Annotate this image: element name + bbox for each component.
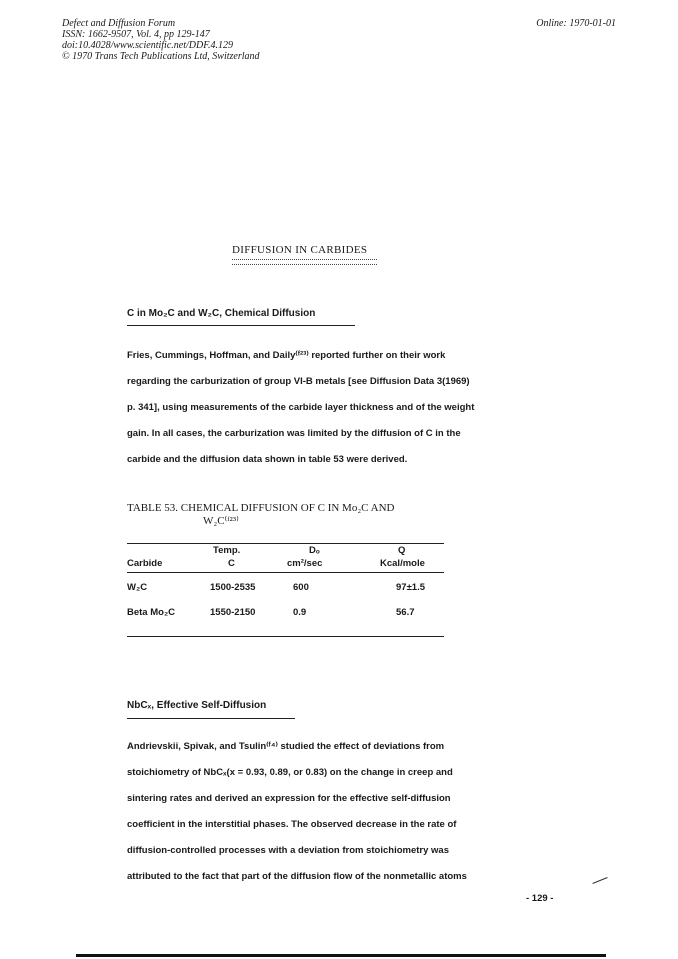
- paragraph-line: attributed to the fact that part of the diffusion flow of the nonmetallic atoms: [127, 871, 467, 882]
- row2-d0: 0.9: [293, 607, 307, 618]
- journal-header: [62, 18, 260, 62]
- paragraph-line: Andrievskii, Spivak, and Tsulin⁽ᶠ⁴⁾ studied the effect of deviations from: [127, 741, 445, 752]
- paragraph-line: sintering rates and derived an expression for the effective self-diffusion: [127, 793, 451, 804]
- paragraph-line: carbide and the diffusion data shown in table 53 were derived.: [127, 454, 408, 465]
- header-d0-unit: cm²/sec: [287, 558, 323, 569]
- header-temp: Temp.: [213, 545, 241, 556]
- section2-paragraph: [127, 740, 557, 896]
- section1-paragraph: [127, 349, 557, 479]
- row1-temp: 1500-2535: [210, 582, 256, 593]
- paragraph-line: gain. In all cases, the carburization was limited by the diffusion of C in the: [127, 428, 461, 439]
- section1-heading: C in Mo₂C and W₂C, Chemical Diffusion: [127, 308, 316, 319]
- row2-carbide: Beta Mo₂C: [127, 607, 176, 618]
- paragraph-line: stoichiometry of NbCₓ(x = 0.93, 0.89, or 0.83) on the change in creep and: [127, 767, 453, 778]
- page-title: DIFFUSION IN CARBIDES: [232, 244, 368, 256]
- doi-line: doi:10.4028/www.scientific.net/DDF.4.129: [62, 40, 234, 51]
- page-number: - 129 -: [526, 893, 554, 904]
- section2-heading-rule: [127, 718, 295, 719]
- issn-line: ISSN: 1662-9507, Vol. 4, pp 129-147: [62, 29, 210, 40]
- row2-temp: 1550-2150: [210, 607, 256, 618]
- header-q-unit: Kcal/mole: [380, 558, 425, 569]
- header-q: Q: [398, 545, 406, 556]
- scan-edge-bar: [76, 954, 606, 957]
- paragraph-line: Fries, Cummings, Hoffman, and Daily⁽ᶠ²³⁾ reported further on their work: [127, 350, 446, 361]
- table-top-rule: [127, 543, 444, 544]
- paragraph-line: regarding the carburization of group VI-B metals [see Diffusion Data 3(1969): [127, 376, 470, 387]
- copyright-line: © 1970 Trans Tech Publications Ltd, Switzerland: [62, 51, 260, 62]
- title-underline: [232, 259, 377, 265]
- paragraph-line: p. 341], using measurements of the carbide layer thickness and of the weight: [127, 402, 475, 413]
- table-title-line2: W₂C⁽ᶠ²³⁾: [203, 515, 239, 527]
- header-d0: Dₒ: [309, 545, 320, 556]
- row1-d0: 600: [293, 582, 309, 593]
- table-title-line1: TABLE 53. CHEMICAL DIFFUSION OF C IN Mo₂C AND: [127, 502, 395, 514]
- header-carbide: Carbide: [127, 558, 163, 569]
- table-bottom-rule: [127, 636, 444, 637]
- journal-name: Defect and Diffusion Forum: [62, 18, 176, 29]
- paragraph-line: coefficient in the interstitial phases. The observed decrease in the rate of: [127, 819, 457, 830]
- table-title: [127, 502, 394, 527]
- header-temp-unit: C: [228, 558, 235, 569]
- row1-carbide: W₂C: [127, 582, 148, 593]
- section1-heading-rule: [127, 325, 355, 326]
- section2-heading: NbCₓ, Effective Self-Diffusion: [127, 700, 267, 711]
- pen-mark: [592, 877, 607, 884]
- row1-q: 97±1.5: [396, 582, 425, 593]
- online-date: Online: 1970-01-01: [536, 18, 616, 29]
- table-header-rule: [127, 572, 444, 573]
- row2-q: 56.7: [396, 607, 415, 618]
- paragraph-line: diffusion-controlled processes with a deviation from stoichiometry was: [127, 845, 450, 856]
